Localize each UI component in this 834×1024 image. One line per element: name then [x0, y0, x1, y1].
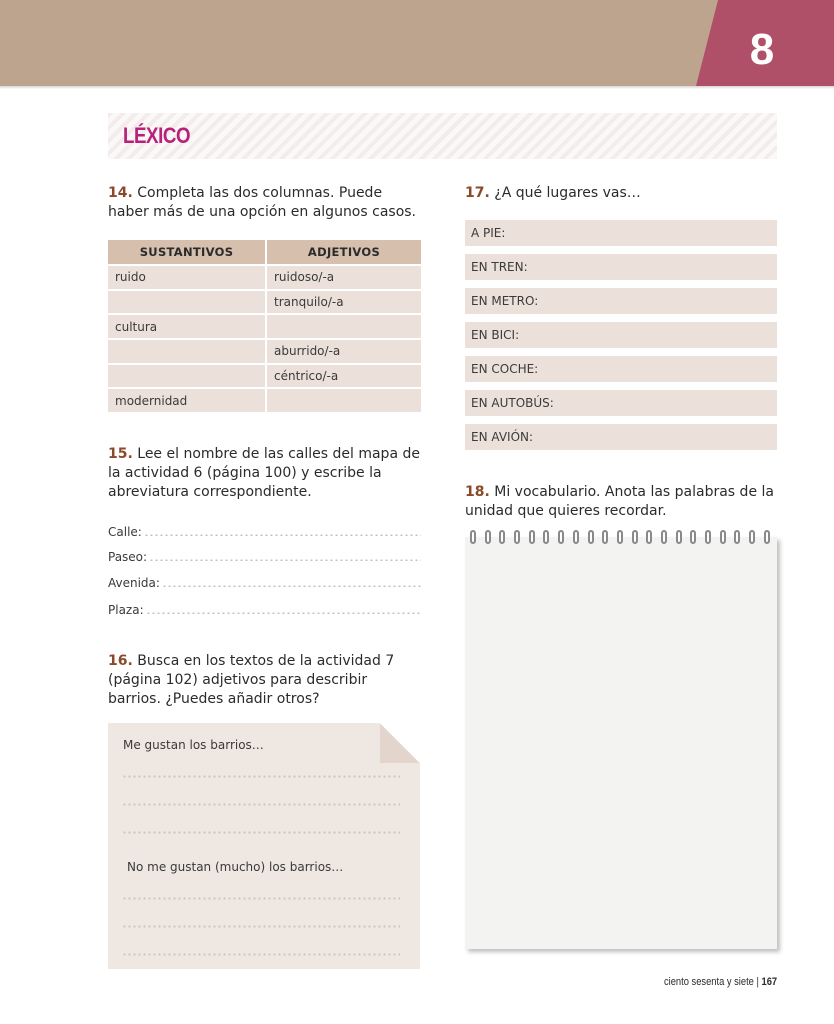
answer-dotted-line[interactable]: [146, 612, 421, 614]
spiral-ring: [529, 530, 535, 544]
spiral-ring: [646, 530, 652, 544]
adjective-cell[interactable]: tranquilo/-a: [265, 289, 421, 314]
noun-cell[interactable]: cultura: [108, 313, 265, 338]
exercise-18-text: Mi vocabulario. Anota las palabras de la unidad que quieres recordar.: [465, 484, 774, 519]
travel-mode-field[interactable]: EN METRO:: [465, 288, 777, 314]
table-header-nouns: SUSTANTIVOS: [108, 240, 265, 264]
table-row: [108, 387, 421, 412]
table-row: [108, 313, 421, 338]
travel-mode-field[interactable]: EN BICI:: [465, 322, 777, 348]
spiral-ring: [676, 530, 682, 544]
exercise-16-text: Busca en los textos de la actividad 7 (página 102) adjetivos para describir barrios. ¿Puedes añadir otros?: [108, 653, 395, 707]
spiral-ring: [705, 530, 711, 544]
table-row: [108, 289, 421, 314]
header-shadow: [0, 86, 834, 89]
spiral-ring: [514, 530, 520, 544]
exercise-18-number: 18.: [465, 484, 490, 500]
travel-mode-field[interactable]: EN AVIÓN:: [465, 424, 777, 450]
answer-dotted-line[interactable]: [122, 803, 400, 806]
spiral-ring: [558, 530, 564, 544]
street-abbreviation-row: [108, 572, 421, 590]
exercise-17-text: ¿A qué lugares vas…: [494, 185, 641, 201]
adjective-cell[interactable]: céntrico/-a: [265, 363, 421, 388]
note-like-prompt: Me gustan los barrios…: [123, 738, 264, 752]
spiral-ring: [588, 530, 594, 544]
exercise-14-number: 14.: [108, 185, 133, 201]
answer-dotted-line[interactable]: [149, 559, 421, 561]
exercise-14-text: Completa las dos columnas. Puede haber más de una opción en algunos casos.: [108, 185, 416, 220]
notebook-spiral: [470, 530, 770, 546]
spiral-ring: [632, 530, 638, 544]
spiral-ring: [485, 530, 491, 544]
answer-dotted-line[interactable]: [122, 775, 400, 778]
exercise-15-text: Lee el nombre de las calles del mapa de la actividad 6 (página 100) y escribe la abreviatura correspondiente.: [108, 446, 420, 500]
adjective-cell[interactable]: ruidoso/-a: [265, 264, 421, 289]
table-row: [108, 338, 421, 363]
answer-dotted-line[interactable]: [122, 953, 400, 956]
table-header-adjectives: ADJETIVOS: [265, 240, 421, 264]
spiral-ring: [617, 530, 623, 544]
spiral-ring: [470, 530, 476, 544]
exercise-16-instruction: [108, 652, 424, 709]
nouns-adjectives-table: [108, 240, 421, 412]
vocabulary-notebook[interactable]: [465, 537, 777, 949]
folded-corner: [380, 723, 420, 763]
travel-mode-field[interactable]: EN AUTOBÚS:: [465, 390, 777, 416]
answer-dotted-line[interactable]: [144, 534, 421, 536]
section-title: LÉXICO: [123, 123, 191, 148]
page-number-words: ciento sesenta y siete: [663, 976, 754, 988]
spiral-ring: [543, 530, 549, 544]
street-label: Plaza:: [108, 603, 144, 617]
spiral-ring: [734, 530, 740, 544]
answer-dotted-line[interactable]: [122, 925, 400, 928]
table-row: [108, 363, 421, 388]
exercise-17-instruction: [465, 184, 777, 203]
page-folio: [664, 976, 777, 988]
note-card: [108, 723, 420, 969]
travel-mode-field[interactable]: EN TREN:: [465, 254, 777, 280]
adjective-cell[interactable]: [265, 313, 421, 338]
answer-dotted-line[interactable]: [122, 831, 400, 834]
section-heading: [108, 113, 777, 159]
answer-dotted-line[interactable]: [162, 585, 421, 587]
spiral-ring: [720, 530, 726, 544]
spiral-ring: [749, 530, 755, 544]
adjective-cell[interactable]: aburrido/-a: [265, 338, 421, 363]
exercise-14-instruction: [108, 184, 418, 222]
spiral-ring: [499, 530, 505, 544]
table-row: [108, 264, 421, 289]
spiral-ring: [661, 530, 667, 544]
street-label: Calle:: [108, 525, 142, 539]
exercise-18-instruction: [465, 483, 781, 521]
street-abbreviation-row: [108, 546, 421, 564]
spiral-ring: [573, 530, 579, 544]
noun-cell[interactable]: ruido: [108, 264, 265, 289]
noun-cell[interactable]: [108, 289, 265, 314]
folio-separator: |: [756, 976, 759, 988]
page-number: 167: [761, 976, 777, 988]
note-dislike-prompt: No me gustan (mucho) los barrios…: [127, 860, 344, 874]
street-abbreviation-row: [108, 521, 421, 539]
noun-cell[interactable]: [108, 363, 265, 388]
street-abbreviation-row: [108, 599, 421, 617]
noun-cell[interactable]: modernidad: [108, 387, 265, 412]
travel-mode-field[interactable]: EN COCHE:: [465, 356, 777, 382]
spiral-ring: [602, 530, 608, 544]
spiral-ring: [764, 530, 770, 544]
exercise-17-number: 17.: [465, 185, 490, 201]
street-label: Paseo:: [108, 550, 148, 564]
exercise-16-number: 16.: [108, 653, 133, 669]
travel-mode-field[interactable]: A PIE:: [465, 220, 777, 246]
street-label: Avenida:: [108, 576, 160, 590]
noun-cell[interactable]: [108, 338, 265, 363]
unit-number: 8: [749, 25, 775, 74]
answer-dotted-line[interactable]: [122, 897, 400, 900]
adjective-cell[interactable]: [265, 387, 421, 412]
exercise-15-number: 15.: [108, 446, 133, 462]
exercise-15-instruction: [108, 445, 424, 502]
spiral-ring: [690, 530, 696, 544]
